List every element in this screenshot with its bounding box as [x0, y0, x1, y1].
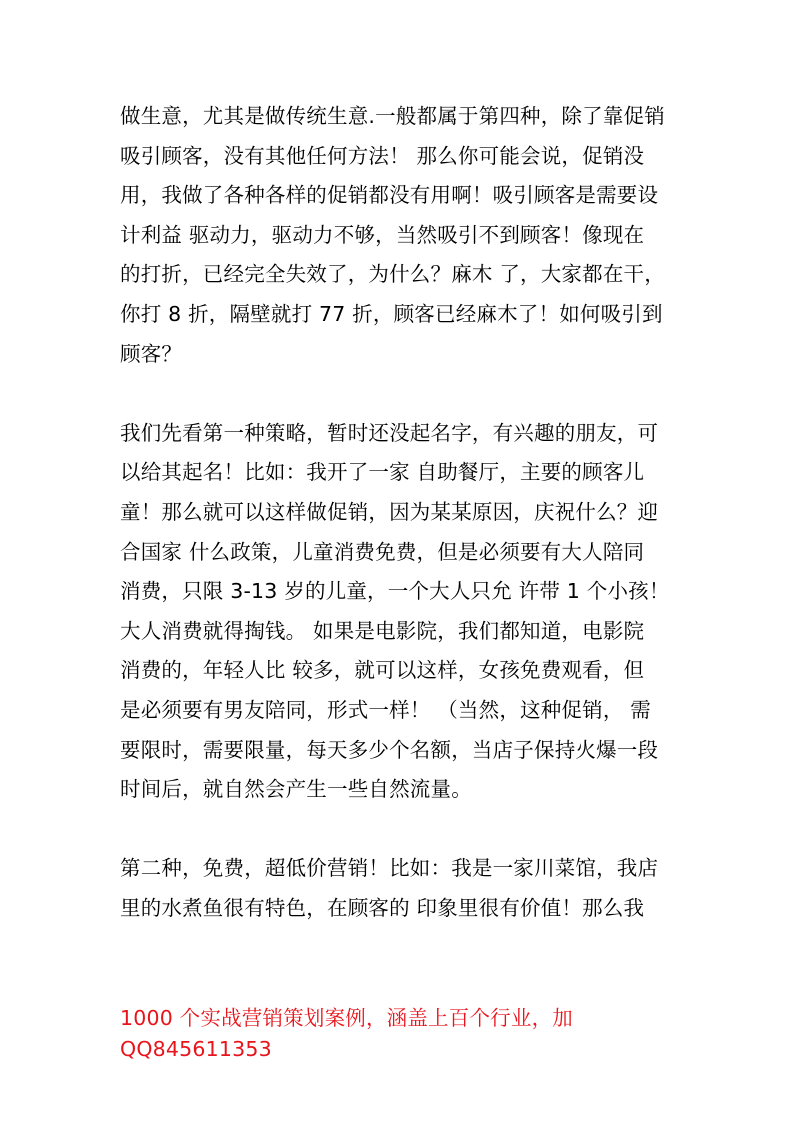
text-line: 你打 8 折，隔壁就打 77 折，顾客已经麻木了！如何吸引到 — [120, 301, 663, 326]
text-line: 合国家 什么政策，儿童消费免费，但是必须要有大人陪同 — [120, 539, 645, 564]
text-line: 用，我做了各种各样的促销都没有用啊！吸引顾客是需要设 — [120, 183, 659, 208]
text-line: 大人消费就得掏钱。 如果是电影院，我们都知道，电影院 — [120, 618, 645, 643]
promo-text: 1000 个实战营销策划案例，涵盖上百个行业，加 — [120, 1006, 573, 1030]
paragraph-2 — [120, 414, 680, 810]
text-line: 是必须要有男友陪同，形式一样！ （当然，这种促销， 需 — [120, 697, 651, 722]
text-line: 第二种，免费，超低价营销！比如：我是一家川菜馆，我店 — [120, 856, 659, 881]
text-line: 要限时，需要限量，每天多少个名额，当店子保持火爆一段 — [120, 737, 659, 762]
paragraph-3 — [120, 849, 680, 928]
paragraph-1 — [120, 97, 680, 374]
promo-contact: QQ845611353 — [120, 1037, 272, 1061]
text-line: 童！那么就可以这样做促销，因为某某原因，庆祝什么？迎 — [120, 499, 659, 524]
text-line: 我们先看第一种策略，暂时还没起名字，有兴趣的朋友，可 — [120, 420, 659, 445]
text-line: 消费的，年轻人比 较多，就可以这样，女孩免费观看，但 — [120, 658, 645, 683]
text-line: 的打折，已经完全失效了，为什么？麻木 了，大家都在干， — [120, 262, 665, 287]
paragraph-spacer — [120, 374, 680, 414]
text-line: 计利益 驱动力，驱动力不够，当然吸引不到顾客！像现在 — [120, 222, 645, 247]
text-line: 以给其起名！比如：我开了一家 自助餐厅，主要的顾客儿 — [120, 460, 645, 485]
text-line: 里的水煮鱼很有特色，在顾客的 印象里很有价值！那么我 — [120, 895, 645, 920]
text-line: 顾客？ — [120, 341, 183, 366]
promo-footer — [120, 1003, 680, 1065]
text-line: 时间后，就自然会产生一些自然流量。 — [120, 777, 472, 802]
paragraph-spacer — [120, 810, 680, 850]
text-line: 消费，只限 3-13 岁的儿童，一个大人只允 许带 1 个小孩！ — [120, 579, 670, 604]
document-body — [120, 97, 680, 928]
text-line: 吸引顾客，没有其他任何方法！ 那么你可能会说，促销没 — [120, 143, 645, 168]
text-line: 做生意，尤其是做传统生意.一般都属于第四种，除了靠促销 — [120, 104, 665, 128]
